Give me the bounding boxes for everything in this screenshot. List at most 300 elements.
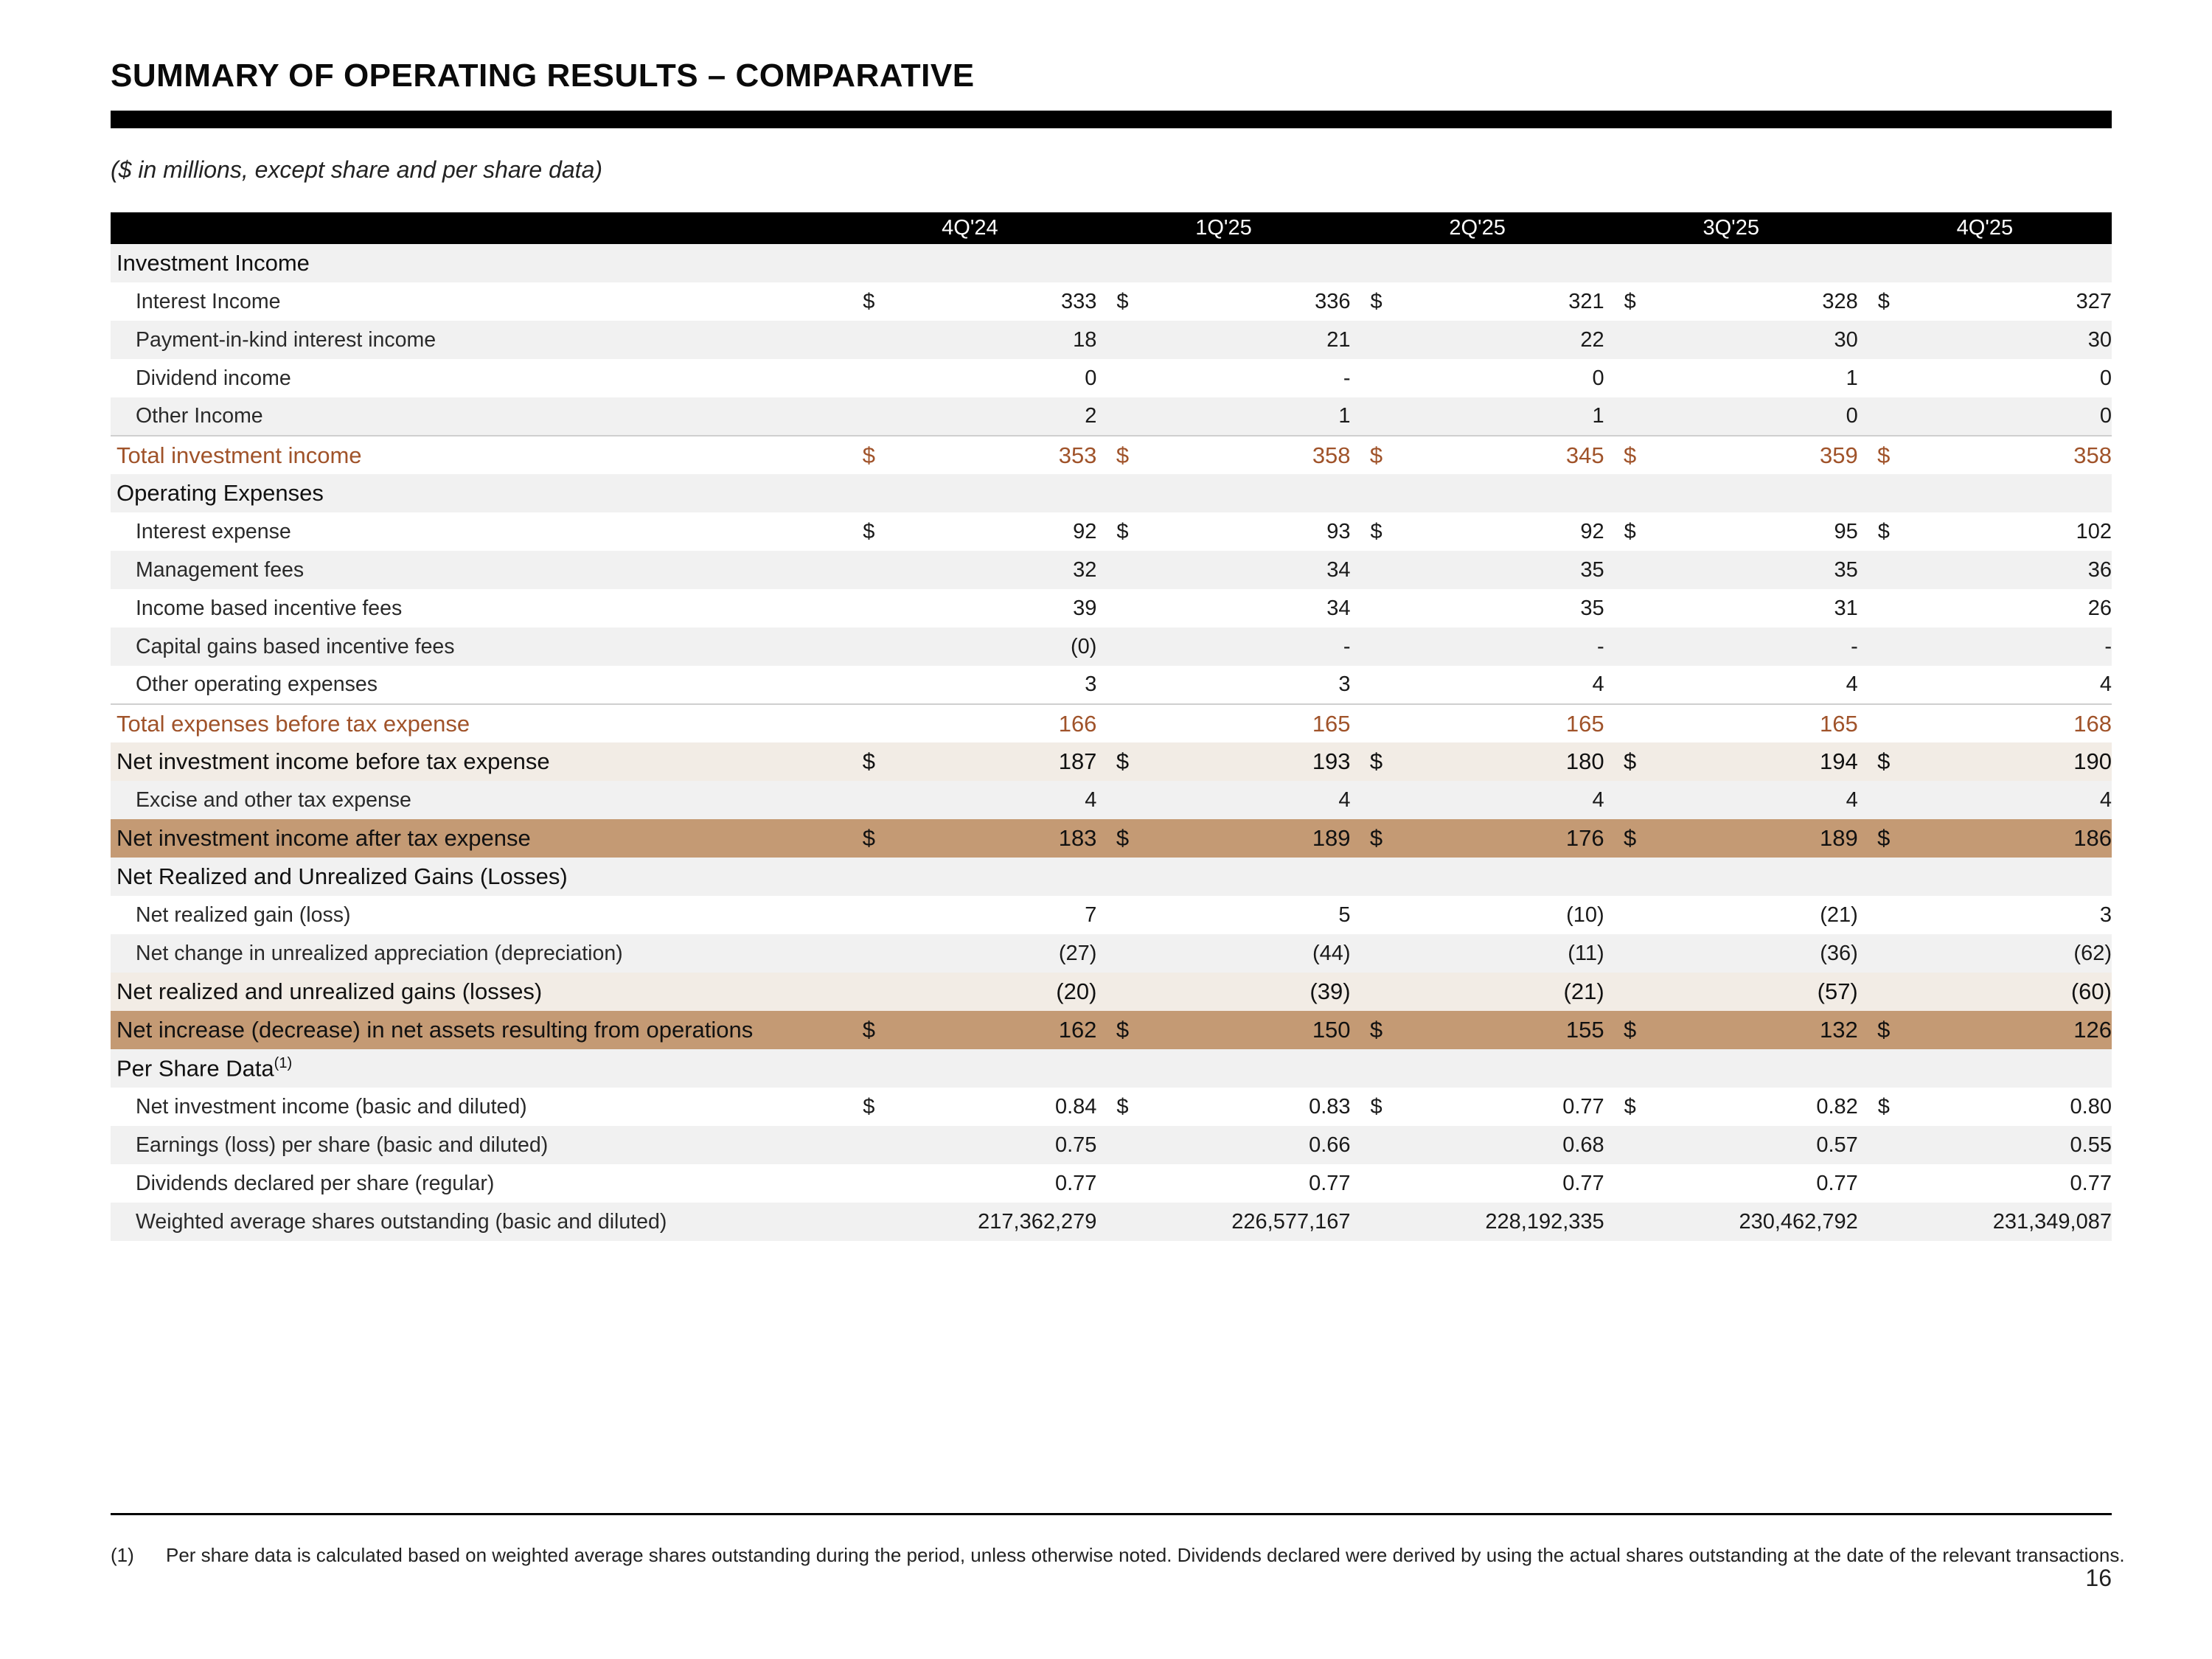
row-label <box>111 934 843 973</box>
dollar-sign-cell <box>843 896 894 934</box>
value-cell: 21 <box>1148 321 1350 359</box>
value-cell: 126 <box>1910 1011 2112 1049</box>
dollar-sign-cell <box>1858 666 1910 704</box>
row-label-text: Earnings (loss) per share (basic and diluted) <box>136 1133 549 1157</box>
value-cell <box>1148 858 1350 896</box>
dollar-sign-cell <box>1858 244 1910 282</box>
dollar-sign-cell <box>1351 551 1402 589</box>
value-cell: 0.57 <box>1656 1126 1858 1164</box>
row-label <box>111 1203 843 1241</box>
dollar-sign-cell <box>1351 627 1402 666</box>
dollar-sign-cell <box>1096 1164 1148 1203</box>
value-cell: 327 <box>1910 282 2112 321</box>
dollar-sign-cell <box>1351 1049 1402 1088</box>
value-cell: 0.75 <box>894 1126 1096 1164</box>
dollar-sign-cell <box>1604 1126 1656 1164</box>
column-header: 3Q'25 <box>1604 212 1858 244</box>
row-label-text: Other Income <box>136 404 263 428</box>
value-cell: 217,362,279 <box>894 1203 1096 1241</box>
dollar-sign-cell <box>1351 1126 1402 1164</box>
row-label-text: Income based incentive fees <box>136 596 403 620</box>
dollar-sign-cell <box>1604 1203 1656 1241</box>
table-row <box>111 627 2112 666</box>
row-label <box>111 1049 843 1088</box>
dollar-sign-cell <box>1604 397 1656 436</box>
dollar-sign-cell <box>1604 627 1656 666</box>
value-cell: 36 <box>1910 551 2112 589</box>
value-cell: 7 <box>894 896 1096 934</box>
dollar-sign-cell <box>1604 1049 1656 1088</box>
table-row <box>111 589 2112 627</box>
value-cell: 194 <box>1656 742 1858 781</box>
value-cell: 0.82 <box>1656 1088 1858 1126</box>
value-cell <box>1402 1049 1604 1088</box>
dollar-sign-cell <box>1351 1203 1402 1241</box>
dollar-sign-cell <box>1096 589 1148 627</box>
table-row <box>111 512 2112 551</box>
row-label-text: Other operating expenses <box>136 672 378 696</box>
value-cell: 4 <box>1402 666 1604 704</box>
dollar-sign-cell: $ <box>1096 282 1148 321</box>
value-cell: (39) <box>1148 973 1350 1011</box>
row-label-text: Net investment income before tax expense <box>116 748 550 774</box>
dollar-sign-cell: $ <box>1604 282 1656 321</box>
row-label <box>111 1011 843 1049</box>
dollar-sign-cell <box>1604 781 1656 819</box>
footnote-ref: (1) <box>274 1054 293 1071</box>
dollar-sign-cell: $ <box>1604 1011 1656 1049</box>
value-cell: 187 <box>894 742 1096 781</box>
dollar-sign-cell <box>843 934 894 973</box>
dollar-sign-cell <box>1351 474 1402 512</box>
row-label-text: Management fees <box>136 557 305 582</box>
value-cell: (44) <box>1148 934 1350 973</box>
table-row <box>111 1126 2112 1164</box>
row-label <box>111 321 843 359</box>
header-label-cell <box>111 212 843 244</box>
value-cell <box>1148 244 1350 282</box>
dollar-sign-cell <box>1858 934 1910 973</box>
row-label <box>111 436 843 474</box>
dollar-sign-cell <box>1604 934 1656 973</box>
dollar-sign-cell <box>843 858 894 896</box>
dollar-sign-cell <box>1604 973 1656 1011</box>
dollar-sign-cell <box>843 589 894 627</box>
dollar-sign-cell: $ <box>1096 1011 1148 1049</box>
dollar-sign-cell <box>1858 973 1910 1011</box>
value-cell: 4 <box>1910 781 2112 819</box>
column-header: 2Q'25 <box>1351 212 1604 244</box>
value-cell: - <box>1148 359 1350 397</box>
table-row <box>111 436 2112 474</box>
table-row <box>111 1164 2112 1203</box>
table-row <box>111 819 2112 858</box>
dollar-sign-cell <box>1096 1203 1148 1241</box>
dollar-sign-cell: $ <box>1096 512 1148 551</box>
dollar-sign-cell: $ <box>1096 819 1148 858</box>
value-cell: 0.77 <box>1402 1164 1604 1203</box>
value-cell: 0 <box>1656 397 1858 436</box>
value-cell: 0.77 <box>894 1164 1096 1203</box>
dollar-sign-cell <box>1096 1049 1148 1088</box>
value-cell: 4 <box>1910 666 2112 704</box>
value-cell: 3 <box>1148 666 1350 704</box>
value-cell: (36) <box>1656 934 1858 973</box>
units-note: ($ in millions, except share and per share data) <box>111 156 603 183</box>
dollar-sign-cell <box>1604 359 1656 397</box>
value-cell: 39 <box>894 589 1096 627</box>
dollar-sign-cell: $ <box>843 1088 894 1126</box>
value-cell: 189 <box>1148 819 1350 858</box>
value-cell: 1 <box>1656 359 1858 397</box>
table-row <box>111 1203 2112 1241</box>
value-cell: 0.66 <box>1148 1126 1350 1164</box>
dollar-sign-cell <box>1351 321 1402 359</box>
value-cell: 176 <box>1402 819 1604 858</box>
dollar-sign-cell <box>1858 321 1910 359</box>
row-label-text: Dividend income <box>136 366 291 390</box>
value-cell: 0.55 <box>1910 1126 2112 1164</box>
table-row <box>111 474 2112 512</box>
table-row <box>111 896 2112 934</box>
value-cell: 35 <box>1656 551 1858 589</box>
dollar-sign-cell: $ <box>1858 1088 1910 1126</box>
dollar-sign-cell: $ <box>1858 512 1910 551</box>
row-label <box>111 551 843 589</box>
value-cell: 168 <box>1910 704 2112 742</box>
value-cell: 0.77 <box>1910 1164 2112 1203</box>
dollar-sign-cell <box>1351 244 1402 282</box>
table-row <box>111 973 2112 1011</box>
row-label <box>111 474 843 512</box>
value-cell: (27) <box>894 934 1096 973</box>
dollar-sign-cell <box>1604 896 1656 934</box>
row-label <box>111 666 843 704</box>
value-cell <box>1148 474 1350 512</box>
table-row <box>111 1049 2112 1088</box>
value-cell: 0.77 <box>1656 1164 1858 1203</box>
value-cell <box>1910 1049 2112 1088</box>
value-cell: 353 <box>894 436 1096 474</box>
value-cell: 0 <box>894 359 1096 397</box>
dollar-sign-cell <box>1096 934 1148 973</box>
value-cell: 35 <box>1402 551 1604 589</box>
column-header: 1Q'25 <box>1096 212 1350 244</box>
row-label-text: Net investment income (basic and diluted) <box>136 1094 527 1119</box>
value-cell: - <box>1910 627 2112 666</box>
value-cell <box>894 474 1096 512</box>
value-cell <box>1402 858 1604 896</box>
value-cell: 358 <box>1148 436 1350 474</box>
dollar-sign-cell: $ <box>1351 1011 1402 1049</box>
value-cell <box>894 244 1096 282</box>
value-cell: 0 <box>1402 359 1604 397</box>
value-cell: 93 <box>1148 512 1350 551</box>
value-cell: 165 <box>1402 704 1604 742</box>
dollar-sign-cell <box>1351 359 1402 397</box>
row-label <box>111 627 843 666</box>
row-label <box>111 359 843 397</box>
dollar-sign-cell <box>1604 321 1656 359</box>
row-label <box>111 512 843 551</box>
value-cell: 0.68 <box>1402 1126 1604 1164</box>
value-cell: 0.80 <box>1910 1088 2112 1126</box>
value-cell: 92 <box>894 512 1096 551</box>
dollar-sign-cell: $ <box>1096 742 1148 781</box>
row-label-text: Net realized and unrealized gains (losses) <box>116 978 543 1004</box>
dollar-sign-cell <box>843 1049 894 1088</box>
value-cell: 333 <box>894 282 1096 321</box>
dollar-sign-cell <box>1858 1126 1910 1164</box>
value-cell <box>1402 244 1604 282</box>
value-cell: 4 <box>1656 781 1858 819</box>
row-label <box>111 282 843 321</box>
row-label <box>111 1164 843 1203</box>
dollar-sign-cell <box>1858 474 1910 512</box>
row-label <box>111 397 843 436</box>
value-cell: - <box>1656 627 1858 666</box>
value-cell: (57) <box>1656 973 1858 1011</box>
page-number: 16 <box>2085 1565 2112 1591</box>
value-cell <box>1148 1049 1350 1088</box>
dollar-sign-cell <box>1351 1164 1402 1203</box>
row-label-text: Net increase (decrease) in net assets resulting from operations <box>116 1017 754 1043</box>
dollar-sign-cell <box>1858 589 1910 627</box>
value-cell <box>1656 474 1858 512</box>
dollar-sign-cell <box>1858 397 1910 436</box>
table-row <box>111 742 2112 781</box>
dollar-sign-cell: $ <box>1604 1088 1656 1126</box>
dollar-sign-cell <box>1604 244 1656 282</box>
dollar-sign-cell: $ <box>1604 436 1656 474</box>
value-cell: 31 <box>1656 589 1858 627</box>
row-label-text: Interest Income <box>136 289 281 313</box>
dollar-sign-cell <box>1604 858 1656 896</box>
value-cell <box>1656 1049 1858 1088</box>
dollar-sign-cell <box>1351 781 1402 819</box>
dollar-sign-cell <box>1096 359 1148 397</box>
dollar-sign-cell <box>1858 704 1910 742</box>
dollar-sign-cell: $ <box>843 512 894 551</box>
value-cell: 162 <box>894 1011 1096 1049</box>
value-cell <box>1910 474 2112 512</box>
row-label-text: Weighted average shares outstanding (basic and diluted) <box>136 1209 667 1234</box>
value-cell: 336 <box>1148 282 1350 321</box>
dollar-sign-cell <box>1858 627 1910 666</box>
value-cell: - <box>1402 627 1604 666</box>
value-cell: 231,349,087 <box>1910 1203 2112 1241</box>
dollar-sign-cell <box>1096 551 1148 589</box>
dollar-sign-cell <box>1096 704 1148 742</box>
value-cell: 165 <box>1148 704 1350 742</box>
dollar-sign-cell <box>1351 666 1402 704</box>
value-cell: 34 <box>1148 551 1350 589</box>
dollar-sign-cell <box>843 321 894 359</box>
dollar-sign-cell: $ <box>1351 436 1402 474</box>
value-cell <box>1910 858 2112 896</box>
dollar-sign-cell: $ <box>843 742 894 781</box>
value-cell: 165 <box>1656 704 1858 742</box>
dollar-sign-cell <box>1096 781 1148 819</box>
value-cell: 150 <box>1148 1011 1350 1049</box>
value-cell: 0 <box>1910 397 2112 436</box>
row-label <box>111 742 843 781</box>
dollar-sign-cell <box>843 551 894 589</box>
table-row <box>111 551 2112 589</box>
dollar-sign-cell <box>843 397 894 436</box>
dollar-sign-cell <box>843 781 894 819</box>
dollar-sign-cell <box>1858 858 1910 896</box>
dollar-sign-cell <box>1858 781 1910 819</box>
value-cell: 132 <box>1656 1011 1858 1049</box>
value-cell: 155 <box>1402 1011 1604 1049</box>
dollar-sign-cell <box>1351 589 1402 627</box>
value-cell: 230,462,792 <box>1656 1203 1858 1241</box>
dollar-sign-cell <box>1604 589 1656 627</box>
dollar-sign-cell <box>843 1126 894 1164</box>
value-cell: 26 <box>1910 589 2112 627</box>
table-row <box>111 666 2112 704</box>
row-label-text: Investment Income <box>116 250 310 276</box>
row-label <box>111 589 843 627</box>
dollar-sign-cell <box>843 359 894 397</box>
row-label-text: Total investment income <box>116 442 362 468</box>
dollar-sign-cell <box>1096 397 1148 436</box>
row-label-text: Net realized gain (loss) <box>136 902 351 927</box>
dollar-sign-cell: $ <box>1351 512 1402 551</box>
row-label-text: Net investment income after tax expense <box>116 825 531 851</box>
dollar-sign-cell: $ <box>1858 819 1910 858</box>
dollar-sign-cell: $ <box>1351 742 1402 781</box>
row-label-text: Capital gains based incentive fees <box>136 634 455 658</box>
row-label-text: Net change in unrealized appreciation (depreciation) <box>136 941 623 965</box>
dollar-sign-cell <box>843 973 894 1011</box>
dollar-sign-cell <box>1858 1164 1910 1203</box>
value-cell: 3 <box>1910 896 2112 934</box>
table-header-row <box>111 212 2112 244</box>
dollar-sign-cell: $ <box>1351 1088 1402 1126</box>
value-cell: 328 <box>1656 282 1858 321</box>
dollar-sign-cell <box>1096 474 1148 512</box>
row-label-text: Interest expense <box>136 519 291 543</box>
dollar-sign-cell: $ <box>1604 742 1656 781</box>
value-cell: 358 <box>1910 436 2112 474</box>
value-cell: 0.77 <box>1402 1088 1604 1126</box>
table-row <box>111 704 2112 742</box>
value-cell: 321 <box>1402 282 1604 321</box>
value-cell: (60) <box>1910 973 2112 1011</box>
dollar-sign-cell <box>1096 244 1148 282</box>
dollar-sign-cell: $ <box>1351 282 1402 321</box>
table-body <box>111 244 2112 1241</box>
row-label <box>111 244 843 282</box>
value-cell: 1 <box>1148 397 1350 436</box>
table-row <box>111 244 2112 282</box>
row-label-text: Per Share Data <box>116 1055 274 1082</box>
value-cell: 34 <box>1148 589 1350 627</box>
value-cell: 102 <box>1910 512 2112 551</box>
table-row <box>111 934 2112 973</box>
row-label <box>111 819 843 858</box>
value-cell: 4 <box>1656 666 1858 704</box>
table-row <box>111 1011 2112 1049</box>
dollar-sign-cell <box>1351 934 1402 973</box>
dollar-sign-cell: $ <box>1858 436 1910 474</box>
dollar-sign-cell <box>843 244 894 282</box>
row-label-text: Total expenses before tax expense <box>116 710 470 737</box>
value-cell: 4 <box>1148 781 1350 819</box>
value-cell <box>894 1049 1096 1088</box>
dollar-sign-cell <box>1096 666 1148 704</box>
dollar-sign-cell <box>1351 858 1402 896</box>
value-cell: 0.83 <box>1148 1088 1350 1126</box>
table-row <box>111 858 2112 896</box>
table-row <box>111 282 2112 321</box>
dollar-sign-cell <box>1096 627 1148 666</box>
dollar-sign-cell <box>1858 1049 1910 1088</box>
value-cell: 0.84 <box>894 1088 1096 1126</box>
dollar-sign-cell <box>1096 973 1148 1011</box>
dollar-sign-cell: $ <box>1858 742 1910 781</box>
value-cell: 95 <box>1656 512 1858 551</box>
row-label <box>111 973 843 1011</box>
dollar-sign-cell: $ <box>1858 1011 1910 1049</box>
value-cell: 30 <box>1656 321 1858 359</box>
dollar-sign-cell: $ <box>1858 282 1910 321</box>
value-cell: 3 <box>894 666 1096 704</box>
value-cell: 2 <box>894 397 1096 436</box>
value-cell: 183 <box>894 819 1096 858</box>
table-row <box>111 1088 2112 1126</box>
dollar-sign-cell <box>843 1203 894 1241</box>
value-cell: (20) <box>894 973 1096 1011</box>
dollar-sign-cell: $ <box>843 282 894 321</box>
value-cell: (21) <box>1402 973 1604 1011</box>
row-label-text: Net Realized and Unrealized Gains (Losses) <box>116 863 568 889</box>
dollar-sign-cell <box>1604 704 1656 742</box>
value-cell: (21) <box>1656 896 1858 934</box>
dollar-sign-cell <box>1604 666 1656 704</box>
dollar-sign-cell <box>1858 359 1910 397</box>
dollar-sign-cell <box>1604 551 1656 589</box>
value-cell: - <box>1148 627 1350 666</box>
value-cell: (0) <box>894 627 1096 666</box>
dollar-sign-cell <box>1858 551 1910 589</box>
dollar-sign-cell <box>1096 896 1148 934</box>
dollar-sign-cell <box>843 474 894 512</box>
dollar-sign-cell <box>843 1164 894 1203</box>
dollar-sign-cell <box>843 627 894 666</box>
table-row <box>111 781 2112 819</box>
dollar-sign-cell <box>1351 973 1402 1011</box>
row-label <box>111 704 843 742</box>
value-cell: 193 <box>1148 742 1350 781</box>
value-cell: (10) <box>1402 896 1604 934</box>
dollar-sign-cell <box>843 666 894 704</box>
dollar-sign-cell <box>1351 704 1402 742</box>
value-cell <box>1656 244 1858 282</box>
table-row <box>111 359 2112 397</box>
value-cell: 32 <box>894 551 1096 589</box>
dollar-sign-cell <box>1351 896 1402 934</box>
value-cell: 35 <box>1402 589 1604 627</box>
dollar-sign-cell <box>1096 321 1148 359</box>
row-label <box>111 896 843 934</box>
value-cell: 18 <box>894 321 1096 359</box>
dollar-sign-cell: $ <box>843 1011 894 1049</box>
value-cell: 22 <box>1402 321 1604 359</box>
value-cell: 166 <box>894 704 1096 742</box>
